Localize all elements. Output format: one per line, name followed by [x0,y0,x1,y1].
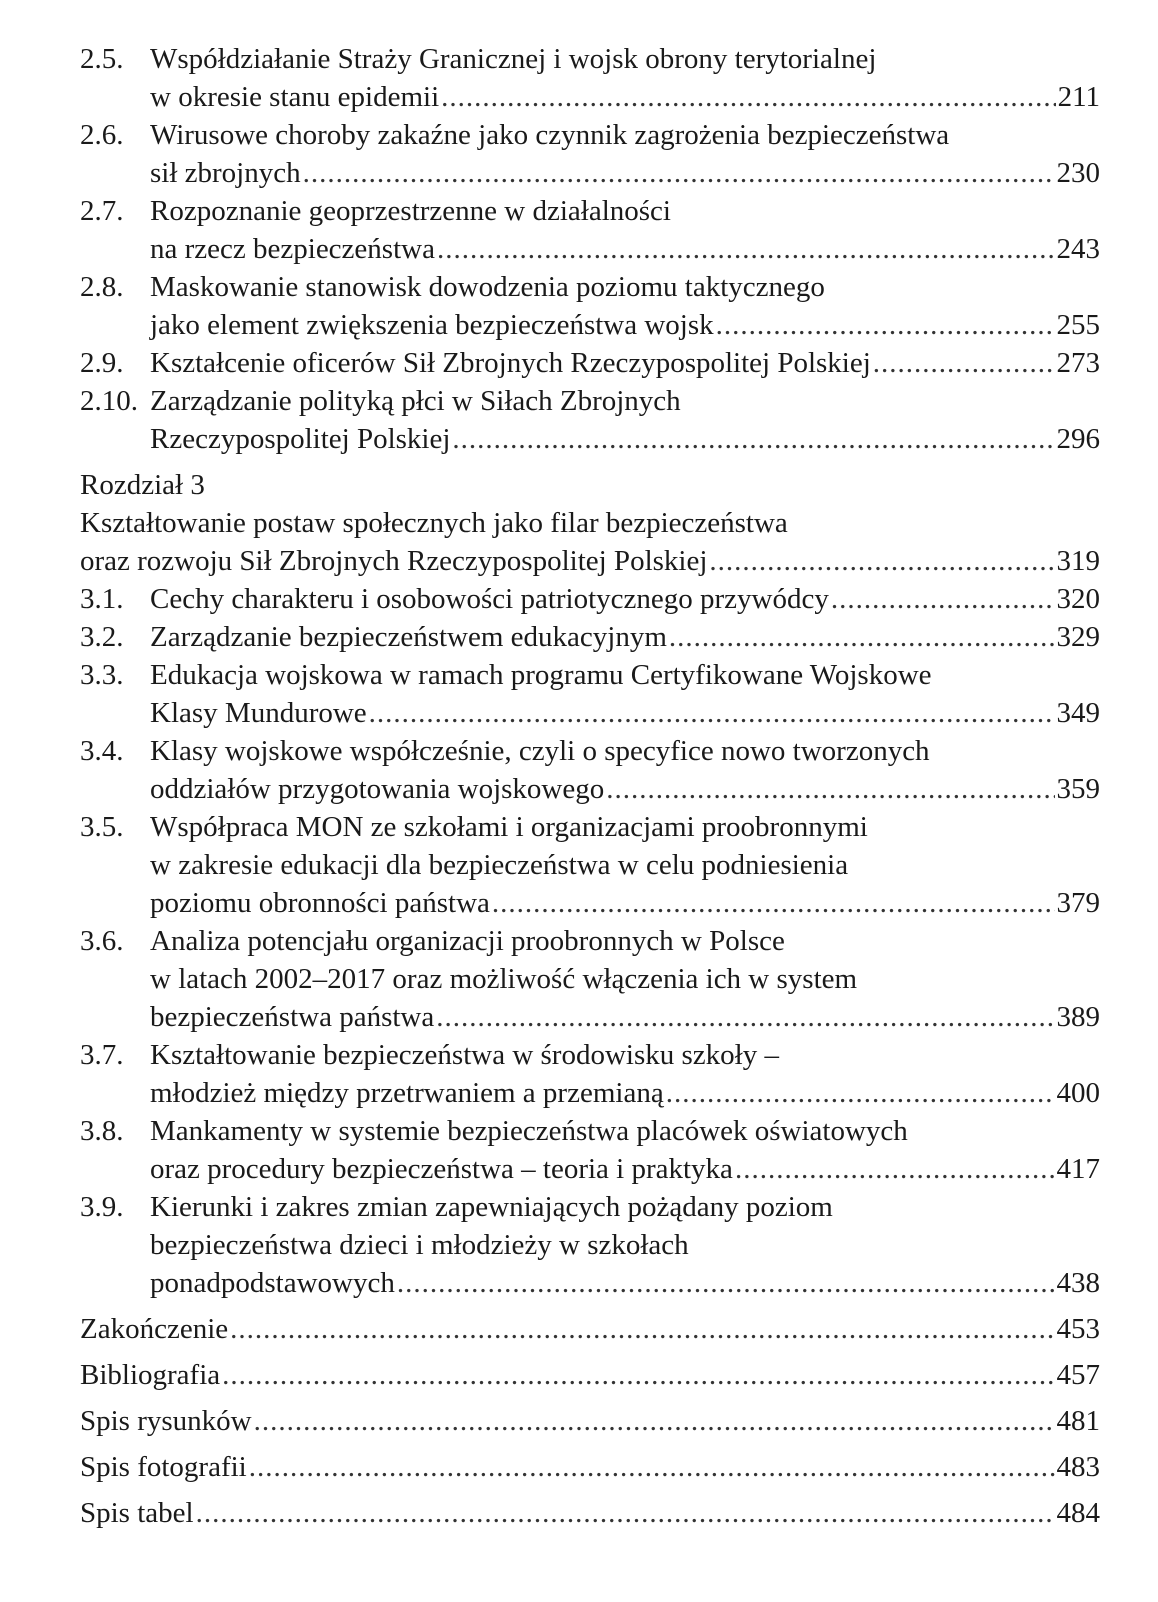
entry-title-line: bezpieczeństwa państwa [150,1001,435,1033]
chapter-title-line: Kształtowanie postaw społecznych jako filar bezpieczeństwa [80,507,788,539]
page-number: 230 [1056,157,1100,189]
entry-number: 2.10. [80,385,138,417]
entry-number: 2.7. [80,195,124,227]
leader-dots [254,1402,1055,1440]
entry-title-line: Kierunki i zakres zmian zapewniających pożądany poziom [150,1191,833,1223]
entry-title-line: Maskowanie stanowisk dowodzenia poziomu taktycznego [150,271,825,303]
page-number: 273 [1056,347,1100,379]
page-number: 389 [1056,1001,1100,1033]
toc-entry [80,580,1100,618]
entry-title-line: Analiza potencjału organizacji proobronnych w Polsce [150,925,785,957]
entry-title-line: Cechy charakteru i osobowości patriotycznego przywódcy [150,583,829,615]
leader-dots [831,580,1055,618]
leader-dots [669,618,1055,656]
entry-title-line: na rzecz bezpieczeństwa [150,233,435,265]
page-number: 453 [1056,1313,1100,1345]
entry-number: 2.8. [80,271,124,303]
page-number: 438 [1056,1267,1100,1299]
entry-title-line: Współpraca MON ze szkołami i organizacjami proobronnymi [150,811,868,843]
entry-title-line: Kształtowanie bezpieczeństwa w środowisku szkoły – [150,1039,779,1071]
page-number: 320 [1056,583,1100,615]
entry-title: Spis tabel [80,1497,194,1529]
page-number: 243 [1056,233,1100,265]
page-number: 211 [1057,81,1100,113]
page-number: 296 [1056,423,1100,455]
entry-number: 3.5. [80,811,124,843]
leader-dots [735,1150,1055,1188]
toc-entry [80,922,1100,1036]
entry-title-line: w okresie stanu epidemii [150,81,440,113]
page-number: 359 [1056,773,1100,805]
entry-title-line: młodzież między przetrwaniem a przemianą [150,1077,664,1109]
toc-entry [80,1356,1100,1394]
entry-number: 3.3. [80,659,124,691]
entry-title-line: w latach 2002–2017 oraz możliwość włączenia ich w system [150,963,858,995]
entry-title-line: Edukacja wojskowa w ramach programu Certyfikowane Wojskowe [150,659,932,691]
toc-entry [80,268,1100,344]
entry-title-line: oraz procedury bezpieczeństwa – teoria i praktyka [150,1153,733,1185]
leader-dots [441,78,1055,116]
leader-dots [873,344,1055,382]
leader-dots [666,1074,1055,1112]
entry-number: 3.9. [80,1191,124,1223]
entry-number: 3.1. [80,583,124,615]
leader-dots [716,306,1055,344]
entry-number: 3.2. [80,621,124,653]
entry-title: Zakończenie [80,1313,229,1345]
page-number: 349 [1056,697,1100,729]
leader-dots [249,1448,1055,1486]
page-number: 481 [1056,1405,1100,1437]
leader-dots [492,884,1055,922]
entry-title-line: Kształcenie oficerów Sił Zbrojnych Rzeczypospolitej Polskiej [150,347,871,379]
page-number: 483 [1056,1451,1100,1483]
toc-entry [80,808,1100,922]
chapter-title [80,504,1100,580]
entry-title-line: oddziałów przygotowania wojskowego [150,773,605,805]
toc-entry [80,1036,1100,1112]
toc-entry [80,382,1100,458]
entry-number: 3.7. [80,1039,124,1071]
entry-title-line: Mankamenty w systemie bezpieczeństwa placówek oświatowych [150,1115,908,1147]
toc-entry [80,1112,1100,1188]
entry-title-line: w zakresie edukacji dla bezpieczeństwa w celu podniesienia [150,849,849,881]
toc-entry [80,1448,1100,1486]
leader-dots [452,420,1054,458]
entry-number: 2.5. [80,43,124,75]
toc-entry [80,618,1100,656]
entry-title-line: Wirusowe choroby zakaźne jako czynnik zagrożenia bezpieczeństwa [150,119,950,151]
toc-entry [80,192,1100,268]
toc-entry [80,1402,1100,1440]
toc-entry [80,1494,1100,1532]
chapter-title-line: oraz rozwoju Sił Zbrojnych Rzeczypospolitej Polskiej [80,545,708,577]
leader-dots [230,1310,1054,1348]
toc-entry [80,732,1100,808]
toc-entry [80,1310,1100,1348]
page-number: 255 [1056,309,1100,341]
entry-number: 3.4. [80,735,124,767]
entry-title-line: Zarządzanie polityką płci w Siłach Zbrojnych [150,385,681,417]
entry-title: Spis rysunków [80,1405,252,1437]
chapter-3-heading [80,466,1100,580]
section-2-entries [80,40,1100,458]
page-number: 400 [1056,1077,1100,1109]
toc-entry [80,40,1100,116]
entry-title-line: Klasy Mundurowe [150,697,367,729]
entry-title: Bibliografia [80,1359,221,1391]
page-number: 457 [1056,1359,1100,1391]
leader-dots [437,230,1055,268]
toc-entry [80,1188,1100,1302]
leader-dots [196,1494,1055,1532]
page-number: 484 [1056,1497,1100,1529]
page-number: 379 [1056,887,1100,919]
entry-number: 2.6. [80,119,124,151]
back-matter-entries [80,1310,1100,1532]
leader-dots [303,154,1055,192]
toc-entry [80,344,1100,382]
entry-title-line: poziomu obronności państwa [150,887,490,919]
entry-title-line: Zarządzanie bezpieczeństwem edukacyjnym [150,621,667,653]
entry-title-line: Klasy wojskowe współcześnie, czyli o specyfice nowo tworzonych [150,735,930,767]
entry-title-line: ponadpodstawowych [150,1267,395,1299]
leader-dots [222,1356,1054,1394]
entry-number: 3.6. [80,925,124,957]
section-3-entries [80,580,1100,1302]
entry-title-line: Rozpoznanie geoprzestrzenne w działalności [150,195,671,227]
leader-dots [436,998,1054,1036]
toc-entry [80,116,1100,192]
entry-title: Spis fotografii [80,1451,247,1483]
page-number: 319 [1056,545,1100,577]
entry-title-line: sił zbrojnych [150,157,301,189]
leader-dots [397,1264,1055,1302]
chapter-label: Rozdział 3 [80,469,205,501]
entry-number: 3.8. [80,1115,124,1147]
entry-title-line: Współdziałanie Straży Granicznej i wojsk obrony terytorialnej [150,43,877,75]
entry-title-line: Rzeczypospolitej Polskiej [150,423,451,455]
table-of-contents [80,40,1100,1532]
page-number: 329 [1056,621,1100,653]
leader-dots [709,542,1054,580]
entry-title-line: bezpieczeństwa dzieci i młodzieży w szkołach [150,1229,689,1261]
entry-number: 2.9. [80,347,124,379]
leader-dots [606,770,1054,808]
entry-title-line: jako element zwiększenia bezpieczeństwa wojsk [150,309,714,341]
page-number: 417 [1056,1153,1100,1185]
toc-entry [80,656,1100,732]
leader-dots [369,694,1055,732]
